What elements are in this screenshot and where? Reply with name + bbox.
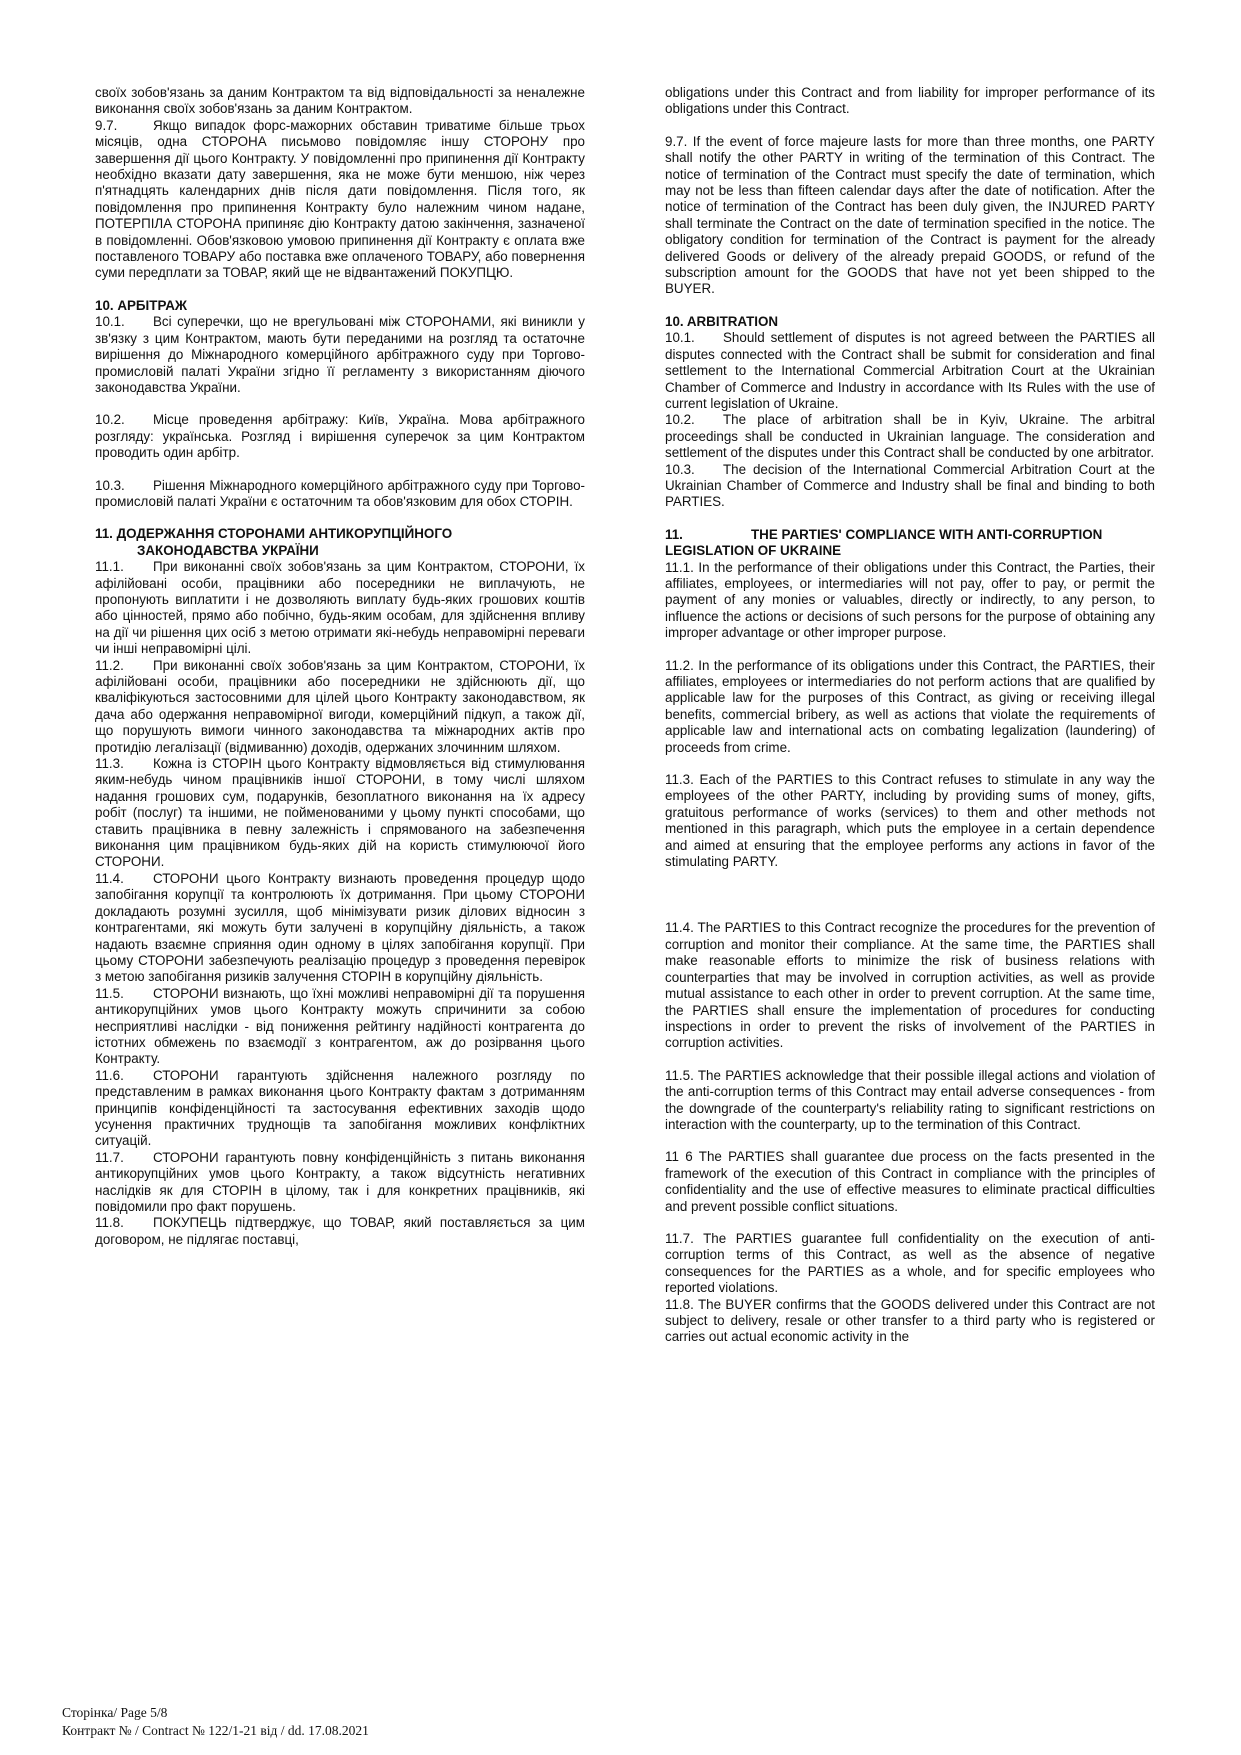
clause-number: 10.2.	[95, 412, 125, 428]
clause-text: Рішення Міжнародного комерційного арбітражного суду при Торгово-промисловій палаті України є остаточним та обов'язковим для обох СТОРІН.	[95, 477, 585, 509]
section-11-title-en	[665, 527, 1155, 543]
clause-number: 11.3.	[95, 756, 124, 772]
section-10-title-en: 10. ARBITRATION	[665, 313, 779, 329]
clause-11-8-uk	[95, 1215, 585, 1248]
section-11-title-uk-line2: ЗАКОНОДАВСТВА УКРАЇНИ	[137, 542, 319, 558]
clause-10-2-en	[665, 412, 1155, 461]
clause-11-4-en: 11.4. The PARTIES to this Contract recognize the procedures for the prevention of corruption and monitor their compliance. At the same time, the PARTIES shall make reasonable efforts to minimize the risk of business relations with counterparties that may be involved in corruption activities, as well as provide mutual assistance to each other in order to prevent corruption. At the same time, the PARTIES shall ensure the implementation of procedures for conducting inspections in order to prevent the risks of involvement of the PARTIES in corruption activities.	[665, 920, 1155, 1051]
clause-10-2-uk	[95, 412, 585, 461]
clause-9-7-en: 9.7. If the event of force majeure lasts for more than three months, one PARTY shall notify the other PARTY in writing of the termination of this Contract. The notice of termination of the Contract must specify the date of termination, which may not be less than fifteen calendar days after the date of notification. After the notice of termination of the Contract has been duly given, the INJURED PARTY shall terminate the Contract on the date of termination specified in the notice. The obligatory condition for termination of the Contract is payment for the already delivered Goods or delivery of the already prepaid GOODS, or refund of the subscription amount for the GOODS that have not yet been shipped to the BUYER.	[665, 133, 1155, 297]
clause-9-7-uk	[95, 118, 585, 282]
clause-11-6-uk	[95, 1068, 585, 1150]
clause-number: 11.4.	[95, 870, 124, 886]
paragraph-intro-en: obligations under this Contract and from liability for improper performance of its obligations under this Contract.	[665, 85, 1155, 117]
clause-text: СТОРОНИ визнають, що їхні можливі неправомірні дії та порушення антикорупційних умов цього Контракту можуть спричинити за собою несприятливі наслідки - від пониження рейтингу надійності контрагента до істотних обмежень по взаємодії з контрагентом, аж до розірвання цього Контракту.	[95, 985, 585, 1067]
ukrainian-column	[95, 85, 585, 1248]
clause-number: 10.3.	[95, 477, 125, 493]
clause-text: Місце проведення арбітражу: Київ, Україна. Мова арбітражного розгляду: українська. Розгляд і вирішення суперечок за цим Контрактом проводить один арбітр.	[95, 412, 585, 461]
clause-text: СТОРОНИ гарантують здійснення належного розгляду по представленим в рамках виконання цього Контракту фактам з дотриманням принципів конфіденційності та застосування ефективних заходів щодо усунення практичних труднощів та запобігання можливих конфліктних ситуацій.	[95, 1067, 585, 1149]
clause-11-2-uk	[95, 658, 585, 756]
clause-11-1-en: 11.1. In the performance of their obligations under this Contract, the Parties, their affiliates, employees, or intermediaries will not pay, offer to pay, or permit the payment of any monies or valuables, directly or indirectly, to any person, to influence the actions or decisions of such persons for the purpose of obtaining any improper advantage or other improper purpose.	[665, 559, 1155, 641]
section-11-title-uk: 11. ДОДЕРЖАННЯ СТОРОНАМИ АНТИКОРУПЦІЙНОГО	[95, 526, 453, 542]
clause-11-6-en: 11 6 The PARTIES shall guarantee due process on the facts presented in the framework of the execution of this Contract in compliance with the principles of confidentiality and the use of effective measures to eliminate practical difficulties and prevent possible conflict situations.	[665, 1149, 1155, 1214]
section-number: 11.	[665, 526, 683, 542]
clause-11-2-en: 11.2. In the performance of its obligations under this Contract, the PARTIES, their affiliates, employees or intermediaries do not perform actions that are qualified by applicable law for the purposes of this Contract, as giving or receiving illegal benefits, commercial bribery, as well as actions that violate the requirements of applicable law and international acts on combating legalization (laundering) of proceeds from crime.	[665, 657, 1155, 755]
clause-number: 10.1.	[95, 314, 125, 330]
clause-text: СТОРОНИ цього Контракту визнають проведення процедур щодо запобігання корупції та контролюють їх дотримання. При цьому СТОРОНИ докладають розумні зусилля, щоб мінімізувати ризик ділових відносин з контрагентами, які можуть бути залучені в корупційну діяльність, а також надають взаємне сприяння один одному в цілях запобігання корупції. При цьому СТОРОНИ забезпечують реалізацію процедур з проведення перевірок з метою запобігання ризиків залучення СТОРІН в корупційну діяльність.	[95, 870, 585, 985]
english-column	[665, 85, 1155, 1346]
clause-11-3-uk	[95, 756, 585, 871]
clause-number: 11.2.	[95, 657, 124, 673]
clause-text: Всі суперечки, що не врегульовані між СТОРОНАМИ, які виникли у зв'язку з цим Контрактом, мають бути переданими на розгляд та остаточне вирішення до Міжнародного комерційного арбітражного суду при Торгово-промисловій палаті України згідно її регламенту з використанням діючого законодавства України.	[95, 314, 585, 395]
clause-text: При виконанні своїх зобов'язань за цим Контрактом, СТОРОНИ, їх афілійовані особи, працівники або посередники не виплачують, не пропонують виплатити і не дозволяють виплату будь-яких грошових коштів або цінностей, прямо або побічно, будь-яким особам, для здійснення впливу на дії чи рішення цих осіб з метою отримати які-небудь неправомірні переваги чи інші неправомірні цілі.	[95, 559, 585, 657]
clause-number: 10.1.	[665, 330, 695, 346]
contract-reference: Контракт № / Contract № 122/1-21 від / dd. 17.08.2021	[62, 1723, 369, 1738]
clause-text: Якщо випадок форс-мажорних обставин триватиме більше трьох місяців, одна СТОРОНА письмово повідомляє іншу СТОРОНУ про завершення дії цього Контракту. У повідомленні про припинення дії Контракту необхідно вказати дату завершення, яка не може бути меншою, ніж через п'ятнадцять календарних днів після дати повідомлення. Після того, як повідомлення про припинення Контракту було належним чином надане, ПОТЕРПІЛА СТОРОНА припиняє дію Контракту датою закінчення, зазначеної в повідомленні. Обов'язковою умовою припинення дії Контракту є оплата вже поставленого ТОВАРУ або поставка вже оплаченого ТОВАРУ, або повернення суми передплати за ТОВАР, який ще не відвантажений ПОКУПЦЮ.	[95, 117, 585, 281]
clause-text: The place of arbitration shall be in Kyiv, Ukraine. The arbitral proceedings shall be conducted in Ukrainian language. The consideration and settlement of the disputes under this Contract shall be conducted by one arbitrator.	[665, 412, 1155, 461]
clause-11-3-en: 11.3. Each of the PARTIES to this Contract refuses to stimulate in any way the employees of the other PARTY, including by providing sums of money, gifts, gratuitous performance of works (services) to them and other methods not mentioned in this paragraph, which puts the employee in a certain dependence and aimed at ensuring that the employee performs any actions in favor of the stimulating PARTY.	[665, 772, 1155, 870]
clause-text: The decision of the International Commercial Arbitration Court at the Ukrainian Chamber of Commerce and Industry shall be final and binding to both PARTIES.	[665, 461, 1155, 510]
clause-10-3-en	[665, 462, 1155, 511]
clause-number: 9.7.	[95, 117, 118, 133]
clause-11-5-uk	[95, 986, 585, 1068]
clause-number: 11.1.	[95, 559, 124, 575]
clause-11-7-uk	[95, 1150, 585, 1216]
clause-text: При виконанні своїх зобов'язань за цим Контрактом, СТОРОНИ, їх афілійовані особи, працівники або посередники не здійснюють дії, що кваліфікуються застосовними для цілей цього Контракту законодавством, як дача або одержання неправомірної вигоди, комерційний підкуп, а також дії, що порушують вимоги чинного законодавства та міжнародних актів про протидію легалізації (відмиванню) доходів, одержаних злочинним шляхом.	[95, 657, 585, 755]
clause-10-3-uk	[95, 478, 585, 511]
clause-number: 11.5.	[95, 985, 124, 1001]
page-number: Сторінка/ Page 5/8	[62, 1705, 168, 1720]
clause-number: 10.3.	[665, 461, 695, 477]
clause-number: 11.6.	[95, 1067, 124, 1083]
clause-11-1-uk	[95, 559, 585, 657]
section-title-text: THE PARTIES' COMPLIANCE WITH ANTI-CORRUPTION	[751, 526, 1103, 542]
clause-text: ПОКУПЕЦЬ підтверджує, що ТОВАР, який поставляється за цим договором, не підлягає поставці,	[95, 1215, 585, 1247]
paragraph-intro-uk: своїх зобов'язань за даним Контрактом та від відповідальності за неналежне виконання своїх зобов'язань за даним Контрактом.	[95, 85, 585, 117]
clause-10-1-en	[665, 330, 1155, 412]
clause-number: 10.2.	[665, 412, 695, 428]
clause-11-7-en: 11.7. The PARTIES guarantee full confidentiality on the execution of anti-corruption terms of this Contract, as well as the absence of negative consequences for the PARTIES as a whole, and for specific employees who reported violations.	[665, 1230, 1155, 1296]
section-11-title-en-line2: LEGISLATION OF UKRAINE	[665, 543, 842, 559]
clause-text: Кожна із СТОРІН цього Контракту відмовляється від стимулювання яким-небудь чином працівників іншої СТОРОНИ, в тому числі шляхом надання грошових сум, подарунків, безоплатного виконання на їх адресу робіт (послуг) та іншими, не пойменованими у цьому пункті способами, що ставить працівника в певну залежність і спрямованого на забезпечення виконання цим працівником будь-яких дій на користь стимулюючої його СТОРОНИ.	[95, 756, 585, 870]
clause-11-5-en: 11.5. The PARTIES acknowledge that their possible illegal actions and violation of the anti-corruption terms of this Contract may entail adverse consequences - from the downgrade of the counterparty's reliability rating to significant restrictions on interaction with the counterparty, up to the termination of this Contract.	[665, 1067, 1155, 1132]
page-footer	[62, 1704, 369, 1740]
clause-text: СТОРОНИ гарантують повну конфіденційність з питань виконання антикорупційних умов цього Контракту, а також відсутність негативних наслідків як для СТОРІН в цілому, так і для конкретних працівників, які повідомили про факт порушень.	[95, 1149, 585, 1214]
clause-11-8-en: 11.8. The BUYER confirms that the GOODS delivered under this Contract are not subject to delivery, resale or other transfer to a third party who is registered or carries out actual economic activity in the	[665, 1296, 1155, 1345]
clause-text: Should settlement of disputes is not agreed between the PARTIES all disputes connected with the Contract shall be submit for consideration and final settlement to the International Commercial Arbitration Court at the Ukrainian Chamber of Commerce and Industry in accordance with Its Rules with the use of current legislation of Ukraine.	[665, 330, 1155, 411]
clause-11-4-uk	[95, 871, 585, 986]
clause-number: 11.8.	[95, 1215, 124, 1231]
clause-number: 11.7.	[95, 1149, 124, 1165]
clause-10-1-uk	[95, 314, 585, 396]
section-10-title-uk: 10. АРБІТРАЖ	[95, 297, 187, 313]
